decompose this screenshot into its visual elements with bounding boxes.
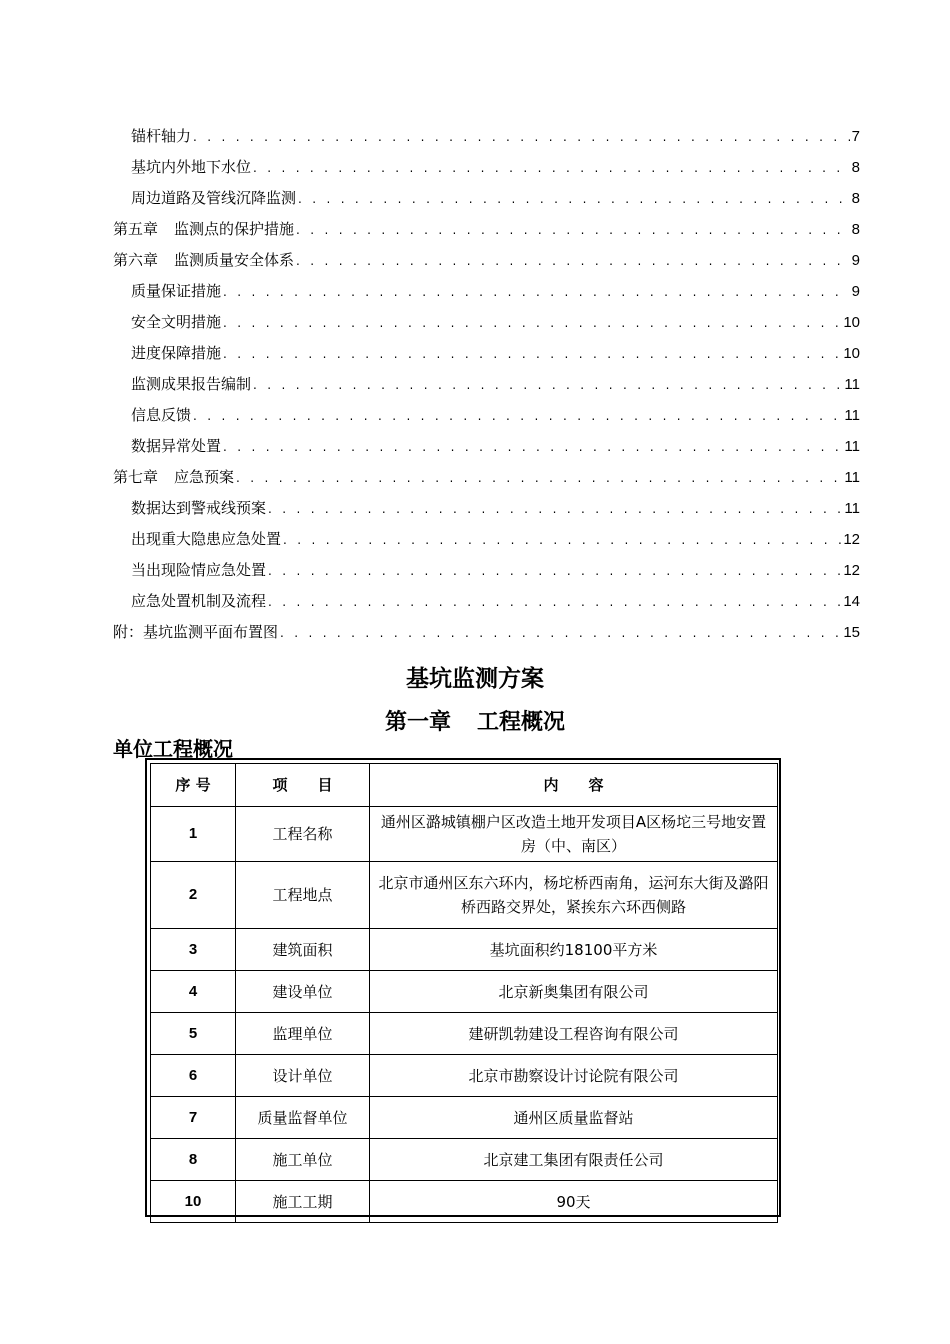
toc-page-number: 11 bbox=[844, 438, 860, 455]
toc-page-number: 7 bbox=[851, 128, 860, 145]
toc-entry-title: 基坑内外地下水位 bbox=[131, 158, 252, 176]
toc-page-number: 8 bbox=[851, 190, 860, 207]
row-content-cell: 建研凯勃建设工程咨询有限公司 bbox=[370, 1013, 778, 1055]
toc-entry-title: 应急处置机制及流程 bbox=[131, 592, 267, 610]
row-index-cell: 3 bbox=[151, 929, 236, 971]
toc-dot-leader bbox=[268, 590, 841, 614]
toc-entry-title: 监测质量安全体系 bbox=[174, 251, 295, 269]
toc-entry[interactable] bbox=[131, 279, 860, 303]
row-index-cell: 7 bbox=[151, 1097, 236, 1139]
toc-page-number: 8 bbox=[851, 159, 860, 176]
toc-dot-leader bbox=[193, 404, 842, 428]
header-content: 内 容 bbox=[370, 764, 778, 807]
project-overview-table-frame bbox=[145, 758, 781, 1217]
row-content-cell: 北京市通州区东六环内，杨坨桥西南角，运河东大街及潞阳桥西路交界处，紧挨东六环西侧路 bbox=[370, 862, 778, 929]
row-index-cell: 1 bbox=[151, 807, 236, 862]
toc-page-number: 11 bbox=[844, 500, 860, 517]
toc-dot-leader bbox=[298, 187, 850, 211]
toc-entry[interactable] bbox=[131, 310, 860, 334]
toc-entry-title: 数据达到警戒线预案 bbox=[131, 499, 267, 517]
toc-dot-leader bbox=[268, 497, 842, 521]
row-content-cell: 90天 bbox=[370, 1181, 778, 1223]
row-content-cell: 北京建工集团有限责任公司 bbox=[370, 1139, 778, 1181]
row-item-cell: 施工工期 bbox=[236, 1181, 370, 1223]
toc-entry-title: 监测点的保护措施 bbox=[174, 220, 295, 238]
toc-dot-leader bbox=[236, 466, 842, 490]
toc-dot-leader bbox=[268, 559, 841, 583]
toc-entry[interactable] bbox=[131, 558, 860, 582]
toc-entry-title: 信息反馈 bbox=[131, 406, 192, 424]
toc-entry[interactable] bbox=[131, 434, 860, 458]
toc-chapter-number: 第六章 bbox=[113, 251, 159, 269]
header-item: 项 目 bbox=[236, 764, 370, 807]
table-row bbox=[151, 971, 778, 1013]
row-index-cell: 10 bbox=[151, 1181, 236, 1223]
toc-entry[interactable] bbox=[113, 217, 860, 241]
toc-entry[interactable] bbox=[113, 620, 860, 644]
toc-entry[interactable] bbox=[131, 124, 860, 148]
project-overview-table bbox=[150, 763, 778, 1223]
toc-page-number: 11 bbox=[844, 376, 860, 393]
toc-dot-leader bbox=[223, 342, 841, 366]
toc-entry-title: 数据异常处置 bbox=[131, 437, 222, 455]
table-row bbox=[151, 807, 778, 862]
table-row bbox=[151, 1181, 778, 1223]
document-title: 基坑监测方案 bbox=[406, 666, 544, 692]
row-content-cell: 通州区质量监督站 bbox=[370, 1097, 778, 1139]
row-item-cell: 设计单位 bbox=[236, 1055, 370, 1097]
row-item-cell: 建设单位 bbox=[236, 971, 370, 1013]
toc-entry[interactable] bbox=[113, 465, 860, 489]
table-row bbox=[151, 1139, 778, 1181]
toc-dot-leader bbox=[283, 528, 841, 552]
toc-dot-leader bbox=[253, 373, 842, 397]
toc-entry-title: 安全文明措施 bbox=[131, 313, 222, 331]
section-title: 单位工程概况 bbox=[113, 737, 233, 761]
toc-entry-title: 应急预案 bbox=[174, 468, 235, 486]
table-row bbox=[151, 929, 778, 971]
row-item-cell: 建筑面积 bbox=[236, 929, 370, 971]
toc-dot-leader bbox=[193, 125, 850, 149]
toc-chapter-number: 第七章 bbox=[113, 468, 159, 486]
toc-entry[interactable] bbox=[113, 248, 860, 272]
row-content-cell: 北京市勘察设计讨论院有限公司 bbox=[370, 1055, 778, 1097]
row-item-cell: 质量监督单位 bbox=[236, 1097, 370, 1139]
toc-dot-leader bbox=[223, 311, 841, 335]
row-index-cell: 2 bbox=[151, 862, 236, 929]
toc-page-number: 8 bbox=[851, 221, 860, 238]
row-item-cell: 施工单位 bbox=[236, 1139, 370, 1181]
toc-entry[interactable] bbox=[131, 341, 860, 365]
toc-dot-leader bbox=[296, 218, 850, 242]
row-index-cell: 4 bbox=[151, 971, 236, 1013]
row-index-cell: 6 bbox=[151, 1055, 236, 1097]
toc-dot-leader bbox=[253, 156, 850, 180]
toc-dot-leader bbox=[223, 280, 850, 304]
toc-entry-title: 质量保证措施 bbox=[131, 282, 222, 300]
toc-entry-title: 当出现险情应急处置 bbox=[131, 561, 267, 579]
toc-entry[interactable] bbox=[131, 372, 860, 396]
row-index-cell: 5 bbox=[151, 1013, 236, 1055]
toc-page-number: 12 bbox=[843, 562, 860, 579]
row-index-cell: 8 bbox=[151, 1139, 236, 1181]
toc-dot-leader bbox=[280, 621, 841, 645]
toc-entry[interactable] bbox=[131, 403, 860, 427]
chapter-number: 第一章 bbox=[384, 710, 451, 735]
toc-page-number: 12 bbox=[843, 531, 860, 548]
toc-entry-title: 进度保障措施 bbox=[131, 344, 222, 362]
toc-page-number: 10 bbox=[843, 345, 860, 362]
toc-entry[interactable] bbox=[131, 589, 860, 613]
toc-entry-title: 锚杆轴力 bbox=[131, 127, 192, 145]
table-row bbox=[151, 1097, 778, 1139]
row-item-cell: 工程名称 bbox=[236, 807, 370, 862]
toc-page-number: 9 bbox=[851, 252, 860, 269]
toc-page-number: 11 bbox=[844, 407, 860, 424]
chapter-name: 工程概况 bbox=[477, 710, 566, 735]
row-content-cell: 通州区潞城镇棚户区改造土地开发项目A区杨坨三号地安置房（中、南区） bbox=[370, 807, 778, 862]
toc-entry-title: 出现重大隐患应急处置 bbox=[131, 530, 282, 548]
table-header-row bbox=[151, 764, 778, 807]
chapter-title bbox=[0, 705, 950, 736]
table-row bbox=[151, 1055, 778, 1097]
toc-entry[interactable] bbox=[131, 186, 860, 210]
toc-entry-title: 附：基坑监测平面布置图 bbox=[113, 623, 279, 641]
toc-page-number: 10 bbox=[843, 314, 860, 331]
row-item-cell: 监理单位 bbox=[236, 1013, 370, 1055]
toc-entry[interactable] bbox=[131, 527, 860, 551]
header-index: 序 号 bbox=[151, 764, 236, 807]
toc-chapter-number: 第五章 bbox=[113, 220, 159, 238]
toc-entry[interactable] bbox=[131, 155, 860, 179]
row-content-cell: 北京新奥集团有限公司 bbox=[370, 971, 778, 1013]
toc-dot-leader bbox=[296, 249, 850, 273]
toc-entry-title: 监测成果报告编制 bbox=[131, 375, 252, 393]
toc-page-number: 11 bbox=[844, 469, 860, 486]
toc-entry[interactable] bbox=[131, 496, 860, 520]
table-row bbox=[151, 1013, 778, 1055]
row-item-cell: 工程地点 bbox=[236, 862, 370, 929]
toc-page-number: 15 bbox=[843, 624, 860, 641]
toc-page-number: 14 bbox=[843, 593, 860, 610]
row-content-cell: 基坑面积约18100平方米 bbox=[370, 929, 778, 971]
toc-dot-leader bbox=[223, 435, 842, 459]
toc-page-number: 9 bbox=[851, 283, 860, 300]
table-row bbox=[151, 862, 778, 929]
toc-entry-title: 周边道路及管线沉降监测 bbox=[131, 189, 297, 207]
